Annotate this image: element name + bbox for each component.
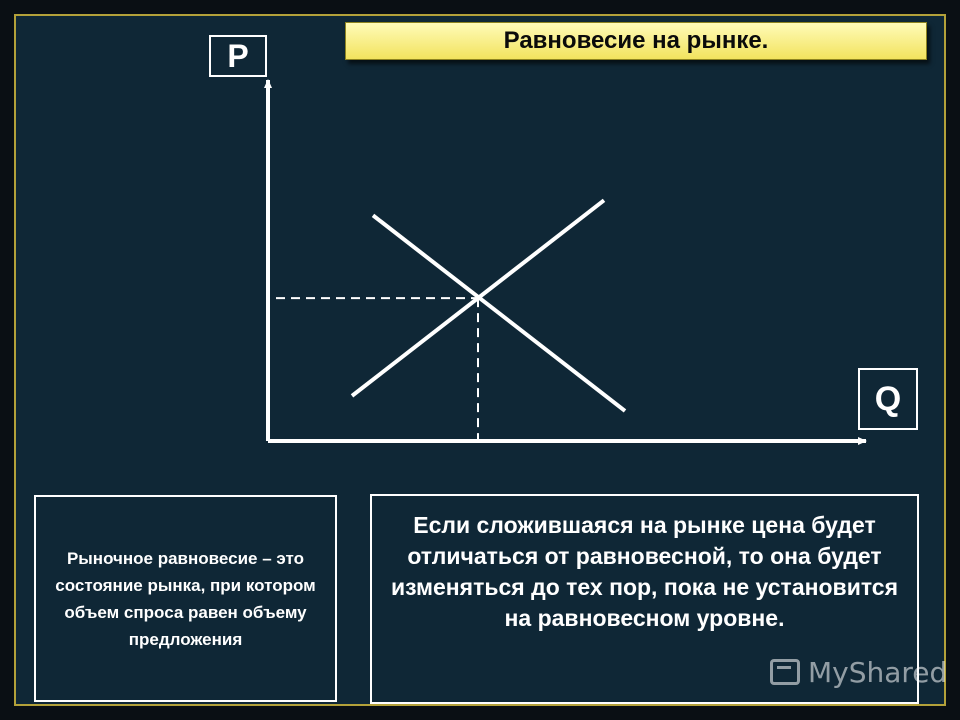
watermark — [770, 654, 947, 690]
watermark-text: MyShared — [808, 655, 948, 689]
slide-title: Равновесие на рынке. — [345, 22, 927, 60]
definition-text: Рыночное равновесие – это состояние рынка, при котором объем спроса равен объему предложения — [55, 548, 316, 649]
equilibrium-point — [476, 296, 481, 301]
monitor-icon — [770, 659, 800, 685]
definition-box — [34, 495, 337, 702]
series-line-2 — [373, 215, 625, 411]
price-axis-label: P — [209, 35, 267, 77]
quantity-axis-label: Q — [858, 368, 918, 430]
note-text: Если сложившаяся на рынке цена будет отличаться от равновесной, то она будет изменяться до тех пор, пока не установится на равновесном уровне. — [390, 512, 899, 631]
